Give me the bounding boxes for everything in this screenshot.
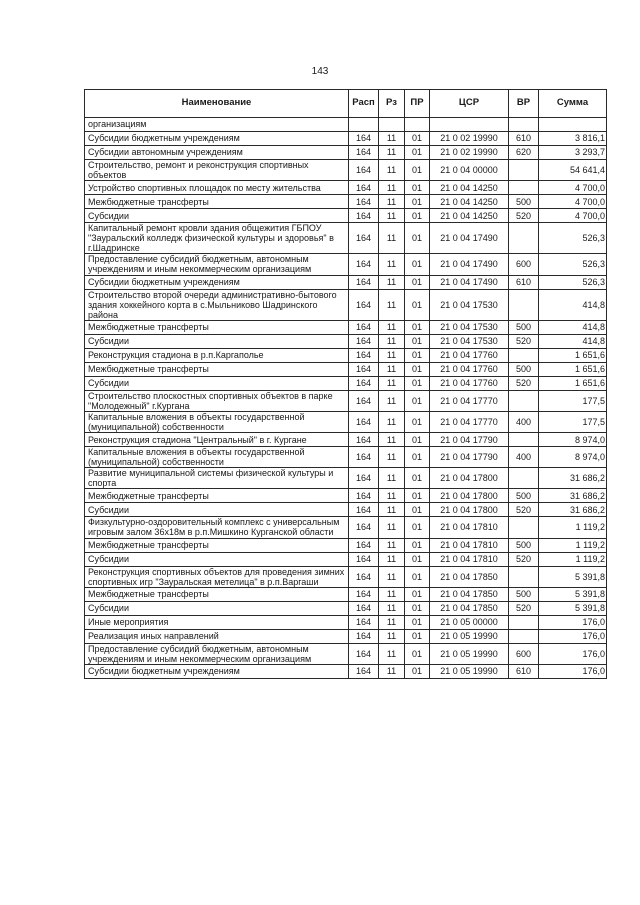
- cell-csr: 21 0 04 17800: [430, 489, 509, 503]
- cell-sum: 526,3: [539, 223, 607, 254]
- cell-rz: 11: [379, 601, 405, 615]
- cell-pr: 01: [405, 348, 430, 362]
- cell-name: Субсидии: [85, 334, 349, 348]
- cell-sum: 1 119,2: [539, 538, 607, 552]
- table-row: [85, 587, 607, 601]
- cell-pr: 01: [405, 643, 430, 664]
- cell-sum: 1 651,6: [539, 362, 607, 376]
- cell-sum: 414,8: [539, 320, 607, 334]
- cell-name: Субсидии бюджетным учреждениям: [85, 132, 349, 146]
- table-body: [85, 118, 607, 679]
- cell-csr: 21 0 04 17770: [430, 390, 509, 411]
- cell-rasp: 164: [349, 411, 379, 432]
- cell-rasp: 164: [349, 275, 379, 289]
- cell-rz: 11: [379, 629, 405, 643]
- cell-csr: 21 0 04 14250: [430, 195, 509, 209]
- cell-csr: 21 0 04 14250: [430, 209, 509, 223]
- cell-name: Развитие муниципальной системы физической культуры и спорта: [85, 468, 349, 489]
- cell-rasp: 164: [349, 643, 379, 664]
- cell-rasp: 164: [349, 209, 379, 223]
- cell-csr: 21 0 04 17850: [430, 587, 509, 601]
- table-row: [85, 552, 607, 566]
- cell-rasp: 164: [349, 433, 379, 447]
- cell-name: Субсидии: [85, 376, 349, 390]
- cell-csr: 21 0 05 19990: [430, 664, 509, 678]
- cell-sum: 414,8: [539, 334, 607, 348]
- cell-rz: 11: [379, 376, 405, 390]
- cell-rasp: 164: [349, 146, 379, 160]
- page-number: 143: [311, 66, 329, 77]
- table-row: [85, 132, 607, 146]
- cell-vr: 520: [509, 601, 539, 615]
- cell-vr: [509, 566, 539, 587]
- cell-name: Предоставление субсидий бюджетным, автономным учреждениям и иным некоммерческим организациям: [85, 643, 349, 664]
- cell-csr: 21 0 05 00000: [430, 615, 509, 629]
- cell-sum: 8 974,0: [539, 433, 607, 447]
- table-row: [85, 289, 607, 320]
- cell-vr: [509, 289, 539, 320]
- cell-name: Субсидии автономным учреждениям: [85, 146, 349, 160]
- cell-rz: 11: [379, 615, 405, 629]
- cell-vr: [509, 390, 539, 411]
- budget-table: [84, 89, 607, 679]
- cell-sum: 176,0: [539, 615, 607, 629]
- cell-name: Предоставление субсидий бюджетным, автономным учреждениям и иным некоммерческим организациям: [85, 254, 349, 275]
- cell-sum: 5 391,8: [539, 566, 607, 587]
- cell-csr: 21 0 04 14250: [430, 181, 509, 195]
- cell-vr: 500: [509, 320, 539, 334]
- cell-csr: 21 0 04 17490: [430, 254, 509, 275]
- cell-pr: 01: [405, 181, 430, 195]
- cell-vr: 520: [509, 334, 539, 348]
- cell-rasp: 164: [349, 320, 379, 334]
- cell-pr: 01: [405, 566, 430, 587]
- cell-csr: 21 0 04 17760: [430, 376, 509, 390]
- cell-pr: 01: [405, 209, 430, 223]
- cell-sum: 31 686,2: [539, 489, 607, 503]
- cell-sum: 5 391,8: [539, 587, 607, 601]
- cell-name: Реконструкция стадиона "Центральный" в г. Кургане: [85, 433, 349, 447]
- cell-rz: 11: [379, 538, 405, 552]
- cell-rasp: 164: [349, 254, 379, 275]
- cell-name: Строительство плоскостных спортивных объектов в парке "Молодежный" г.Кургана: [85, 390, 349, 411]
- cell-rasp: [349, 118, 379, 132]
- table-row: [85, 629, 607, 643]
- cell-rz: 11: [379, 348, 405, 362]
- cell-name: Субсидии: [85, 601, 349, 615]
- cell-sum: 3 293,7: [539, 146, 607, 160]
- table-row: [85, 181, 607, 195]
- cell-rasp: 164: [349, 447, 379, 468]
- table-row: [85, 254, 607, 275]
- cell-name: Капитальные вложения в объекты государственной (муниципальной) собственности: [85, 411, 349, 432]
- table-row: [85, 118, 607, 132]
- cell-name: Субсидии бюджетным учреждениям: [85, 664, 349, 678]
- cell-pr: 01: [405, 254, 430, 275]
- table-row: [85, 566, 607, 587]
- cell-rz: 11: [379, 552, 405, 566]
- cell-pr: 01: [405, 334, 430, 348]
- cell-csr: 21 0 04 17490: [430, 223, 509, 254]
- cell-vr: [509, 181, 539, 195]
- cell-vr: 620: [509, 146, 539, 160]
- table-row: [85, 538, 607, 552]
- cell-sum: 4 700,0: [539, 195, 607, 209]
- cell-rz: 11: [379, 517, 405, 538]
- cell-name: Субсидии: [85, 209, 349, 223]
- cell-vr: [509, 517, 539, 538]
- cell-rasp: 164: [349, 489, 379, 503]
- cell-csr: 21 0 04 17800: [430, 468, 509, 489]
- cell-rasp: 164: [349, 538, 379, 552]
- cell-pr: 01: [405, 195, 430, 209]
- cell-csr: 21 0 04 17760: [430, 348, 509, 362]
- cell-sum: 54 641,4: [539, 160, 607, 181]
- cell-vr: [509, 223, 539, 254]
- cell-rasp: 164: [349, 503, 379, 517]
- table-row: [85, 223, 607, 254]
- cell-csr: 21 0 04 17490: [430, 275, 509, 289]
- cell-rasp: 164: [349, 566, 379, 587]
- header-rz: Рз: [379, 90, 405, 118]
- cell-pr: 01: [405, 601, 430, 615]
- cell-rasp: 164: [349, 181, 379, 195]
- cell-csr: 21 0 04 17810: [430, 538, 509, 552]
- cell-csr: 21 0 04 17790: [430, 433, 509, 447]
- cell-name: Межбюджетные трансферты: [85, 195, 349, 209]
- cell-pr: 01: [405, 664, 430, 678]
- cell-rasp: 164: [349, 376, 379, 390]
- cell-rasp: 164: [349, 289, 379, 320]
- cell-rz: 11: [379, 289, 405, 320]
- cell-vr: 600: [509, 643, 539, 664]
- cell-sum: 1 119,2: [539, 517, 607, 538]
- cell-pr: 01: [405, 320, 430, 334]
- cell-sum: 1 651,6: [539, 348, 607, 362]
- cell-rz: 11: [379, 146, 405, 160]
- cell-pr: 01: [405, 390, 430, 411]
- cell-rz: 11: [379, 181, 405, 195]
- cell-pr: 01: [405, 223, 430, 254]
- cell-sum: 3 816,1: [539, 132, 607, 146]
- cell-name: Субсидии бюджетным учреждениям: [85, 275, 349, 289]
- cell-sum: 31 686,2: [539, 468, 607, 489]
- cell-sum: 1 651,6: [539, 376, 607, 390]
- cell-name: Капитальные вложения в объекты государственной (муниципальной) собственности: [85, 447, 349, 468]
- cell-rz: 11: [379, 362, 405, 376]
- cell-csr: 21 0 04 00000: [430, 160, 509, 181]
- cell-vr: 520: [509, 503, 539, 517]
- cell-name: Реконструкция стадиона в р.п.Каргаполье: [85, 348, 349, 362]
- cell-vr: 520: [509, 552, 539, 566]
- header-name: Наименование: [85, 90, 349, 118]
- cell-name: Межбюджетные трансферты: [85, 538, 349, 552]
- cell-pr: 01: [405, 489, 430, 503]
- table-row: [85, 489, 607, 503]
- cell-rasp: 164: [349, 629, 379, 643]
- cell-vr: [509, 348, 539, 362]
- cell-rz: 11: [379, 390, 405, 411]
- cell-csr: 21 0 04 17760: [430, 362, 509, 376]
- table-row: [85, 517, 607, 538]
- cell-sum: 177,5: [539, 390, 607, 411]
- cell-sum: 526,3: [539, 254, 607, 275]
- cell-pr: 01: [405, 447, 430, 468]
- cell-pr: 01: [405, 146, 430, 160]
- cell-sum: 1 119,2: [539, 552, 607, 566]
- cell-csr: 21 0 04 17530: [430, 320, 509, 334]
- cell-vr: 520: [509, 376, 539, 390]
- cell-csr: 21 0 04 17810: [430, 517, 509, 538]
- cell-sum: 526,3: [539, 275, 607, 289]
- cell-csr: 21 0 02 19990: [430, 132, 509, 146]
- cell-rz: 11: [379, 223, 405, 254]
- cell-rz: 11: [379, 468, 405, 489]
- cell-name: организациям: [85, 118, 349, 132]
- cell-csr: 21 0 05 19990: [430, 643, 509, 664]
- cell-sum: 31 686,2: [539, 503, 607, 517]
- cell-rasp: 164: [349, 468, 379, 489]
- cell-pr: 01: [405, 538, 430, 552]
- cell-sum: 4 700,0: [539, 209, 607, 223]
- cell-sum: 5 391,8: [539, 601, 607, 615]
- cell-rasp: 164: [349, 348, 379, 362]
- table-row: [85, 275, 607, 289]
- cell-rz: 11: [379, 664, 405, 678]
- cell-vr: [509, 118, 539, 132]
- table-row: [85, 146, 607, 160]
- cell-vr: 400: [509, 411, 539, 432]
- cell-vr: 500: [509, 195, 539, 209]
- cell-rz: 11: [379, 160, 405, 181]
- cell-pr: 01: [405, 587, 430, 601]
- header-csr: ЦСР: [430, 90, 509, 118]
- table-row: [85, 390, 607, 411]
- table-row: [85, 447, 607, 468]
- table-row: [85, 160, 607, 181]
- cell-rz: 11: [379, 643, 405, 664]
- cell-pr: 01: [405, 615, 430, 629]
- table-row: [85, 503, 607, 517]
- cell-name: Строительство второй очереди административно-бытового здания хоккейного корта в с.Мыльниково Шадринского района: [85, 289, 349, 320]
- cell-pr: 01: [405, 411, 430, 432]
- cell-pr: 01: [405, 433, 430, 447]
- header-vr: ВР: [509, 90, 539, 118]
- cell-rz: [379, 118, 405, 132]
- table-row: [85, 376, 607, 390]
- cell-pr: 01: [405, 160, 430, 181]
- cell-csr: 21 0 04 17530: [430, 334, 509, 348]
- cell-pr: 01: [405, 517, 430, 538]
- cell-rz: 11: [379, 275, 405, 289]
- cell-name: Строительство, ремонт и реконструкция спортивных объектов: [85, 160, 349, 181]
- cell-rasp: 164: [349, 517, 379, 538]
- table-header-row: [85, 90, 607, 118]
- cell-sum: 176,0: [539, 629, 607, 643]
- header-sum: Сумма: [539, 90, 607, 118]
- cell-rasp: 164: [349, 334, 379, 348]
- cell-rz: 11: [379, 433, 405, 447]
- cell-csr: 21 0 05 19990: [430, 629, 509, 643]
- cell-csr: 21 0 04 17790: [430, 447, 509, 468]
- cell-name: Межбюджетные трансферты: [85, 489, 349, 503]
- cell-vr: 600: [509, 254, 539, 275]
- cell-name: Реализация иных направлений: [85, 629, 349, 643]
- table-row: [85, 664, 607, 678]
- cell-pr: 01: [405, 468, 430, 489]
- cell-pr: 01: [405, 503, 430, 517]
- cell-name: Капитальный ремонт кровли здания общежития ГБПОУ "Зауральский колледж физической культуры и здоровья" в г.Шадринске: [85, 223, 349, 254]
- cell-rasp: 164: [349, 552, 379, 566]
- cell-name: Межбюджетные трансферты: [85, 320, 349, 334]
- cell-rz: 11: [379, 334, 405, 348]
- cell-rasp: 164: [349, 362, 379, 376]
- cell-rz: 11: [379, 254, 405, 275]
- cell-pr: 01: [405, 275, 430, 289]
- cell-vr: 610: [509, 275, 539, 289]
- cell-sum: 177,5: [539, 411, 607, 432]
- table-row: [85, 433, 607, 447]
- table-row: [85, 334, 607, 348]
- cell-rasp: 164: [349, 195, 379, 209]
- table-row: [85, 348, 607, 362]
- table-row: [85, 601, 607, 615]
- header-rasp: Расп: [349, 90, 379, 118]
- cell-csr: 21 0 04 17810: [430, 552, 509, 566]
- cell-name: Субсидии: [85, 552, 349, 566]
- cell-csr: 21 0 04 17530: [430, 289, 509, 320]
- cell-pr: 01: [405, 376, 430, 390]
- cell-vr: 500: [509, 362, 539, 376]
- cell-rz: 11: [379, 566, 405, 587]
- cell-vr: 610: [509, 664, 539, 678]
- cell-name: Физкультурно-оздоровительный комплекс с универсальным игровым залом 36х18м в р.п.Мишкино Курганской области: [85, 517, 349, 538]
- cell-sum: 176,0: [539, 664, 607, 678]
- table-row: [85, 209, 607, 223]
- cell-rz: 11: [379, 209, 405, 223]
- table-row: [85, 195, 607, 209]
- table-row: [85, 615, 607, 629]
- cell-rz: 11: [379, 132, 405, 146]
- cell-vr: [509, 433, 539, 447]
- cell-name: Межбюджетные трансферты: [85, 362, 349, 376]
- cell-rasp: 164: [349, 223, 379, 254]
- cell-rasp: 164: [349, 160, 379, 181]
- cell-csr: [430, 118, 509, 132]
- cell-name: Реконструкция спортивных объектов для проведения зимних спортивных игр "Зауральская метелица" в р.п.Варгаши: [85, 566, 349, 587]
- cell-vr: 520: [509, 209, 539, 223]
- cell-rz: 11: [379, 320, 405, 334]
- cell-vr: [509, 160, 539, 181]
- cell-pr: 01: [405, 289, 430, 320]
- cell-rz: 11: [379, 489, 405, 503]
- cell-csr: 21 0 04 17850: [430, 566, 509, 587]
- cell-rasp: 164: [349, 615, 379, 629]
- cell-rz: 11: [379, 411, 405, 432]
- cell-pr: [405, 118, 430, 132]
- cell-vr: 610: [509, 132, 539, 146]
- cell-rasp: 164: [349, 601, 379, 615]
- cell-rz: 11: [379, 503, 405, 517]
- table-row: [85, 320, 607, 334]
- cell-rz: 11: [379, 447, 405, 468]
- cell-csr: 21 0 04 17800: [430, 503, 509, 517]
- cell-pr: 01: [405, 132, 430, 146]
- cell-vr: 500: [509, 489, 539, 503]
- table-row: [85, 643, 607, 664]
- cell-sum: 414,8: [539, 289, 607, 320]
- cell-csr: 21 0 04 17770: [430, 411, 509, 432]
- cell-vr: 400: [509, 447, 539, 468]
- cell-sum: [539, 118, 607, 132]
- cell-name: Иные мероприятия: [85, 615, 349, 629]
- cell-pr: 01: [405, 362, 430, 376]
- table-row: [85, 411, 607, 432]
- cell-rasp: 164: [349, 587, 379, 601]
- cell-vr: 500: [509, 587, 539, 601]
- header-pr: ПР: [405, 90, 430, 118]
- cell-csr: 21 0 02 19990: [430, 146, 509, 160]
- cell-rasp: 164: [349, 664, 379, 678]
- table-row: [85, 468, 607, 489]
- cell-vr: [509, 468, 539, 489]
- table-row: [85, 362, 607, 376]
- cell-rz: 11: [379, 195, 405, 209]
- cell-rasp: 164: [349, 390, 379, 411]
- cell-vr: 500: [509, 538, 539, 552]
- cell-pr: 01: [405, 552, 430, 566]
- cell-sum: 176,0: [539, 643, 607, 664]
- cell-csr: 21 0 04 17850: [430, 601, 509, 615]
- cell-name: Межбюджетные трансферты: [85, 587, 349, 601]
- cell-name: Устройство спортивных площадок по месту жительства: [85, 181, 349, 195]
- cell-rasp: 164: [349, 132, 379, 146]
- cell-vr: [509, 615, 539, 629]
- cell-sum: 8 974,0: [539, 447, 607, 468]
- cell-name: Субсидии: [85, 503, 349, 517]
- cell-rz: 11: [379, 587, 405, 601]
- cell-vr: [509, 629, 539, 643]
- cell-sum: 4 700,0: [539, 181, 607, 195]
- cell-pr: 01: [405, 629, 430, 643]
